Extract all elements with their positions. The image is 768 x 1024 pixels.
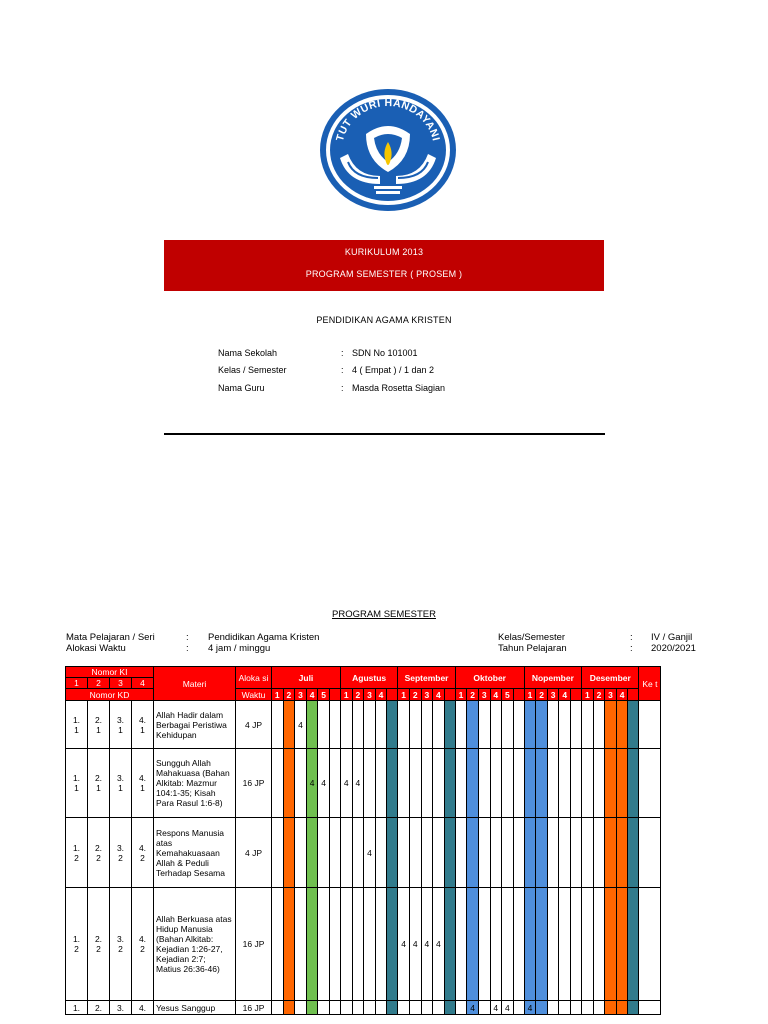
nomor-ki-header: Nomor KI — [66, 667, 154, 678]
week-cell — [582, 701, 594, 749]
kd-cell: 2. 2 — [88, 888, 110, 1001]
week-cell — [593, 1001, 605, 1015]
week-cell: 4 — [398, 888, 410, 1001]
separator-cell — [387, 749, 398, 818]
week-cell — [340, 888, 352, 1001]
waktu-cell: 16 JP — [236, 1001, 272, 1015]
week-number: 1 — [455, 689, 467, 701]
info-label: Nama Sekolah — [218, 348, 278, 358]
separator-cell — [513, 749, 524, 818]
info-value: Masda Rosetta Siagian — [352, 383, 446, 393]
week-cell — [467, 749, 479, 818]
separator-cell — [571, 818, 582, 888]
week-number: 3 — [478, 689, 490, 701]
week-cell — [375, 749, 387, 818]
week-cell — [272, 818, 284, 888]
info-sep: : — [341, 383, 344, 393]
week-cell — [295, 888, 307, 1001]
alokasi-header: Aloka si — [236, 667, 272, 689]
week-cell — [283, 818, 295, 888]
week-cell: 4 — [318, 749, 330, 818]
month-header: Nopember — [524, 667, 581, 689]
week-number: 2 — [283, 689, 295, 701]
week-number: 4 — [490, 689, 502, 701]
week-cell — [398, 1001, 410, 1015]
separator-cell — [628, 749, 639, 818]
info-sep: : — [341, 348, 344, 358]
separator-cell — [513, 818, 524, 888]
week-cell — [306, 701, 318, 749]
week-cell — [352, 818, 364, 888]
week-cell — [421, 1001, 433, 1015]
week-number: 5 — [502, 689, 514, 701]
banner-line-2: PROGRAM SEMESTER ( PROSEM ) — [305, 269, 463, 279]
week-cell — [272, 749, 284, 818]
month-separator — [387, 689, 398, 701]
week-cell — [375, 888, 387, 1001]
week-cell — [364, 701, 376, 749]
table-row — [66, 888, 661, 1001]
week-number: 1 — [524, 689, 536, 701]
week-cell — [272, 1001, 284, 1015]
kd-cell: 3. 2 — [110, 888, 132, 1001]
kd-cell: 4. 2 — [132, 888, 154, 1001]
table-row — [66, 701, 661, 749]
alokasi-label: Alokasi Waktu — [66, 643, 126, 654]
separator-cell — [571, 749, 582, 818]
program-semester-title: PROGRAM SEMESTER — [332, 609, 436, 620]
month-header: Oktober — [455, 667, 524, 689]
separator-cell — [513, 888, 524, 1001]
week-number: 4 — [616, 689, 628, 701]
week-cell — [295, 1001, 307, 1015]
week-cell — [421, 749, 433, 818]
week-cell — [582, 749, 594, 818]
week-cell — [478, 701, 490, 749]
table-row — [66, 818, 661, 888]
kd-cell: 1. — [66, 1001, 88, 1015]
week-cell — [318, 888, 330, 1001]
week-cell — [364, 749, 376, 818]
week-cell — [478, 818, 490, 888]
kelas-value: IV / Ganjil — [651, 632, 693, 643]
week-cell — [398, 818, 410, 888]
week-number: 5 — [318, 689, 330, 701]
separator-cell — [444, 818, 455, 888]
week-cell — [433, 818, 445, 888]
tahun-value: 2020/2021 — [651, 643, 696, 654]
month-header: Agustus — [340, 667, 397, 689]
week-cell — [524, 888, 536, 1001]
month-separator — [571, 689, 582, 701]
week-cell — [455, 749, 467, 818]
separator-cell — [628, 818, 639, 888]
meta-sep: : — [630, 632, 633, 643]
week-cell — [295, 749, 307, 818]
ket-header: Ke t — [639, 667, 661, 701]
week-cell — [616, 749, 628, 818]
info-value: 4 ( Empat ) / 1 dan 2 — [352, 365, 435, 375]
week-number: 2 — [593, 689, 605, 701]
ki-column-number: 2 — [88, 678, 110, 689]
week-cell: 4 — [306, 749, 318, 818]
kd-cell: 4. 1 — [132, 701, 154, 749]
week-cell — [433, 749, 445, 818]
week-cell — [490, 701, 502, 749]
month-header: Juli — [272, 667, 341, 689]
week-cell — [375, 1001, 387, 1015]
waktu-cell: 16 JP — [236, 888, 272, 1001]
week-cell — [559, 701, 571, 749]
week-cell — [547, 749, 559, 818]
week-cell — [502, 818, 514, 888]
waktu-cell: 4 JP — [236, 701, 272, 749]
week-cell — [272, 888, 284, 1001]
kelas-label: Kelas/Semester — [498, 632, 566, 643]
week-cell — [547, 701, 559, 749]
month-separator — [628, 689, 639, 701]
ket-cell — [639, 818, 661, 888]
ket-cell — [639, 1001, 661, 1015]
week-cell — [433, 1001, 445, 1015]
separator-cell — [387, 888, 398, 1001]
week-cell — [478, 888, 490, 1001]
week-cell — [559, 888, 571, 1001]
week-cell — [375, 818, 387, 888]
separator-cell — [571, 888, 582, 1001]
week-cell — [318, 701, 330, 749]
materi-cell: Yesus Sanggup — [154, 1001, 236, 1015]
week-cell — [547, 888, 559, 1001]
week-number: 2 — [536, 689, 548, 701]
week-cell — [502, 749, 514, 818]
week-cell — [605, 888, 617, 1001]
kd-cell: 3. — [110, 1001, 132, 1015]
kd-cell: 2. 2 — [88, 818, 110, 888]
week-cell — [272, 701, 284, 749]
week-number: 4 — [433, 689, 445, 701]
ki-column-number: 4 — [132, 678, 154, 689]
separator-cell — [628, 701, 639, 749]
separator-cell — [628, 1001, 639, 1015]
week-cell — [502, 701, 514, 749]
week-cell — [306, 1001, 318, 1015]
week-number: 4 — [306, 689, 318, 701]
week-number: 2 — [467, 689, 479, 701]
nomor-kd-header: Nomor KD — [66, 689, 154, 701]
kd-cell: 3. 1 — [110, 749, 132, 818]
week-cell — [340, 818, 352, 888]
separator-cell — [571, 701, 582, 749]
week-cell — [593, 888, 605, 1001]
separator-cell — [444, 1001, 455, 1015]
separator-cell — [444, 701, 455, 749]
week-cell — [340, 701, 352, 749]
kd-cell: 1. 2 — [66, 888, 88, 1001]
kd-cell: 3. 1 — [110, 701, 132, 749]
alokasi-value: 4 jam / minggu — [208, 643, 271, 654]
week-cell — [455, 1001, 467, 1015]
ket-cell — [639, 701, 661, 749]
separator-cell — [387, 818, 398, 888]
table-row — [66, 749, 661, 818]
week-cell — [593, 749, 605, 818]
week-cell — [409, 701, 421, 749]
week-number: 1 — [340, 689, 352, 701]
separator-cell — [329, 749, 340, 818]
meta-sep: : — [186, 632, 189, 643]
week-cell — [616, 1001, 628, 1015]
week-cell — [283, 749, 295, 818]
week-cell — [433, 701, 445, 749]
separator-cell — [513, 1001, 524, 1015]
materi-cell: Allah Hadir dalam Berbagai Peristiwa Kehidupan — [154, 701, 236, 749]
week-cell: 4 — [409, 888, 421, 1001]
week-cell — [352, 888, 364, 1001]
week-cell — [283, 701, 295, 749]
week-cell — [616, 818, 628, 888]
separator-cell — [387, 701, 398, 749]
week-cell — [536, 888, 548, 1001]
kd-cell: 4. 2 — [132, 818, 154, 888]
week-cell — [582, 1001, 594, 1015]
separator-cell — [444, 888, 455, 1001]
week-cell — [467, 888, 479, 1001]
month-separator — [513, 689, 524, 701]
separator-cell — [571, 1001, 582, 1015]
kd-cell: 4. 1 — [132, 749, 154, 818]
week-cell — [340, 1001, 352, 1015]
info-sep: : — [341, 365, 344, 375]
week-cell: 4 — [502, 1001, 514, 1015]
materi-cell: Respons Manusia atas Kemahakuasaan Allah & Peduli Terhadap Sesama — [154, 818, 236, 888]
week-cell — [318, 818, 330, 888]
waktu-cell: 4 JP — [236, 818, 272, 888]
week-number: 3 — [364, 689, 376, 701]
week-cell — [547, 1001, 559, 1015]
week-cell — [306, 818, 318, 888]
ket-cell — [639, 888, 661, 1001]
week-cell — [409, 1001, 421, 1015]
kd-cell: 2. 1 — [88, 701, 110, 749]
tut-wuri-handayani-logo — [318, 88, 458, 213]
week-cell — [559, 818, 571, 888]
kd-cell: 4. — [132, 1001, 154, 1015]
week-cell — [605, 701, 617, 749]
week-number: 3 — [547, 689, 559, 701]
meta-sep: : — [186, 643, 189, 654]
divider — [164, 433, 605, 435]
week-number: 1 — [582, 689, 594, 701]
kurikulum-banner — [164, 240, 604, 291]
month-header: Desember — [582, 667, 639, 689]
info-label: Nama Guru — [218, 383, 265, 393]
week-cell — [490, 888, 502, 1001]
week-cell — [478, 1001, 490, 1015]
week-cell — [455, 818, 467, 888]
week-cell — [536, 818, 548, 888]
week-cell — [502, 888, 514, 1001]
week-cell — [364, 1001, 376, 1015]
week-number: 2 — [409, 689, 421, 701]
week-cell — [593, 818, 605, 888]
week-cell — [559, 749, 571, 818]
week-cell — [409, 818, 421, 888]
week-cell — [582, 888, 594, 1001]
info-value: SDN No 101001 — [352, 348, 418, 358]
subject-title: PENDIDIKAN AGAMA KRISTEN — [316, 315, 452, 325]
kd-cell: 1. 2 — [66, 818, 88, 888]
separator-cell — [387, 1001, 398, 1015]
waktu-cell: 16 JP — [236, 749, 272, 818]
mapel-value: Pendidikan Agama Kristen — [208, 632, 320, 643]
week-cell — [616, 888, 628, 1001]
week-cell — [605, 818, 617, 888]
week-cell: 4 — [295, 701, 307, 749]
week-cell — [524, 749, 536, 818]
week-cell — [490, 749, 502, 818]
week-cell — [318, 1001, 330, 1015]
week-number: 1 — [272, 689, 284, 701]
month-header: September — [398, 667, 455, 689]
week-cell: 4 — [364, 818, 376, 888]
prosem-table — [65, 666, 661, 1015]
week-cell — [467, 701, 479, 749]
materi-cell: Allah Berkuasa atas Hidup Manusia (Bahan Alkitab: Kejadian 1:26-27, Kejadian 2:7; Matius 26:36-46) — [154, 888, 236, 1001]
kd-cell: 2. — [88, 1001, 110, 1015]
week-cell — [283, 888, 295, 1001]
week-cell: 4 — [421, 888, 433, 1001]
week-cell — [582, 818, 594, 888]
week-cell — [478, 749, 490, 818]
meta-sep: : — [630, 643, 633, 654]
week-cell — [536, 749, 548, 818]
table-row — [66, 1001, 661, 1015]
week-cell — [605, 1001, 617, 1015]
week-cell — [524, 818, 536, 888]
separator-cell — [329, 818, 340, 888]
tahun-label: Tahun Pelajaran — [498, 643, 567, 654]
week-number: 4 — [375, 689, 387, 701]
materi-cell: Sungguh Allah Mahakuasa (Bahan Alkitab: Mazmur 104:1-35; Kisah Para Rasul 1:6-8) — [154, 749, 236, 818]
week-cell: 4 — [467, 1001, 479, 1015]
mapel-label: Mata Pelajaran / Seri — [66, 632, 155, 643]
week-cell: 4 — [352, 749, 364, 818]
week-cell — [352, 1001, 364, 1015]
week-cell — [398, 701, 410, 749]
svg-text:TUT WURI HANDAYANI: TUT WURI HANDAYANI — [334, 96, 442, 143]
week-cell — [547, 818, 559, 888]
week-cell: 4 — [524, 1001, 536, 1015]
week-cell — [306, 888, 318, 1001]
week-cell: 4 — [433, 888, 445, 1001]
week-cell — [524, 701, 536, 749]
separator-cell — [628, 888, 639, 1001]
ki-column-number: 1 — [66, 678, 88, 689]
week-number: 2 — [352, 689, 364, 701]
week-cell — [455, 701, 467, 749]
week-number: 1 — [398, 689, 410, 701]
week-cell — [490, 818, 502, 888]
month-separator — [329, 689, 340, 701]
week-number: 4 — [559, 689, 571, 701]
week-cell — [352, 701, 364, 749]
separator-cell — [329, 1001, 340, 1015]
week-cell — [375, 701, 387, 749]
week-cell — [295, 818, 307, 888]
week-number: 3 — [605, 689, 617, 701]
week-cell — [467, 818, 479, 888]
week-cell — [283, 1001, 295, 1015]
week-cell — [616, 701, 628, 749]
week-cell: 4 — [340, 749, 352, 818]
week-cell — [409, 749, 421, 818]
materi-header: Materi — [154, 667, 236, 701]
week-cell — [455, 888, 467, 1001]
kd-cell: 3. 2 — [110, 818, 132, 888]
info-label: Kelas / Semester — [218, 365, 287, 375]
separator-cell — [513, 701, 524, 749]
week-cell — [398, 749, 410, 818]
week-number: 3 — [421, 689, 433, 701]
week-cell — [421, 818, 433, 888]
week-cell: 4 — [490, 1001, 502, 1015]
separator-cell — [329, 888, 340, 1001]
week-cell — [364, 888, 376, 1001]
ket-cell — [639, 749, 661, 818]
waktu-header: Waktu — [236, 689, 272, 701]
ki-column-number: 3 — [110, 678, 132, 689]
week-cell — [536, 701, 548, 749]
week-number: 3 — [295, 689, 307, 701]
month-separator — [444, 689, 455, 701]
week-cell — [559, 1001, 571, 1015]
week-cell — [536, 1001, 548, 1015]
kd-cell: 1. 1 — [66, 701, 88, 749]
separator-cell — [329, 701, 340, 749]
banner-line-1: KURIKULUM 2013 — [344, 247, 424, 257]
week-cell — [593, 701, 605, 749]
week-cell — [605, 749, 617, 818]
kd-cell: 1. 1 — [66, 749, 88, 818]
separator-cell — [444, 749, 455, 818]
kd-cell: 2. 1 — [88, 749, 110, 818]
week-cell — [421, 701, 433, 749]
